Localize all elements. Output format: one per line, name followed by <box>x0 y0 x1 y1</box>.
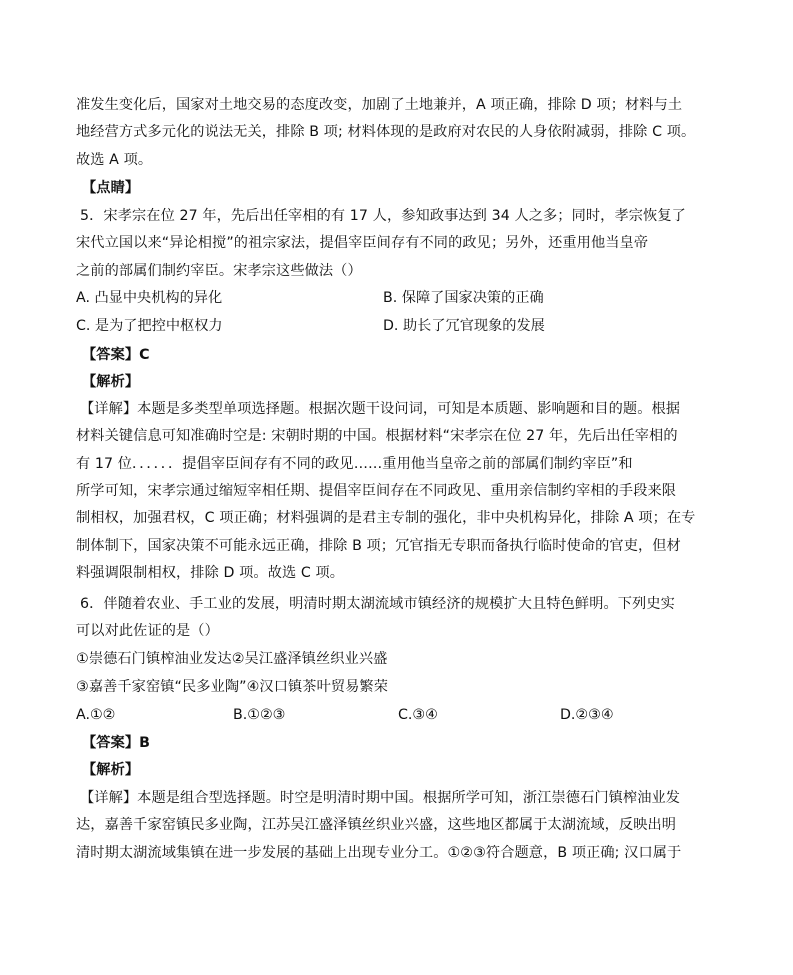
text-line: 准发生变化后，国家对土地交易的态度改变，加剧了土地兼并，A 项正确，排除 D 项；材料与土 <box>76 97 683 113</box>
question-5-stem: 5．宋孝宗在位 27 年，先后出任宰相的有 17 人，参知政事达到 34 人之多；同时，孝宗恢复了 <box>80 208 686 224</box>
q6-item-line: ①崇德石门镇榨油业发达②吴江盛泽镇丝织业兴盛 <box>76 651 388 667</box>
q6-detail-line: 清时期太湖流域集镇在进一步发展的基础上出现专业分工。①②③符合题意，B 项正确; 汉口属于 <box>76 845 682 861</box>
q6-option-b: B.①②③ <box>233 707 286 723</box>
section-label-dianjing: 【点睛】 <box>82 180 140 196</box>
question-5-stem: 之前的部属们制约宰臣。宋孝宗这些做法（） <box>76 263 362 279</box>
q5-option-d: D. 助长了冗官现象的发展 <box>383 318 545 334</box>
q6-answer: 【答案】B <box>82 735 151 751</box>
q5-detail-line: 所学可知，宋孝宗通过缩短宰相任期、提倡宰臣间存在不同政见、重用亲信制约宰相的手段来限 <box>76 483 677 499</box>
q5-detail-line: 料强调限制相权，排除 D 项。故选 C 项。 <box>76 565 345 581</box>
q5-detail-line: 制体制下，国家决策不可能永远正确，排除 B 项；冗官指无专职而备执行临时使命的官吏，但材 <box>76 538 681 554</box>
q5-detail-line: 制相权，加强君权，C 项正确；材料强调的是君主专制的强化，非中央机构异化，排除 A 项；在专 <box>76 510 696 526</box>
q5-option-b: B. 保障了国家决策的正确 <box>383 290 544 306</box>
question-6-stem: 可以对此佐证的是（） <box>76 623 219 639</box>
text-line: 故选 A 项。 <box>76 152 153 168</box>
q6-detail-line: 达，嘉善千家窑镇民多业陶，江苏吴江盛泽镇丝织业兴盛，这些地区都属于太湖流域，反映出明 <box>76 817 677 833</box>
q5-detail-line: 材料关键信息可知准确时空是: 宋朝时期的中国。根据材料“宋孝宗在位 27 年，先后出任宰相的 <box>76 428 678 444</box>
q6-analysis-label: 【解析】 <box>82 762 140 778</box>
q6-item-line: ③嘉善千家窑镇“民多业陶”④汉口镇茶叶贸易繁荣 <box>76 679 389 695</box>
q5-option-a: A. 凸显中央机构的异化 <box>76 290 223 306</box>
q5-analysis-label: 【解析】 <box>82 374 140 390</box>
question-5-stem: 宋代立国以来“异论相搅”的祖宗家法，提倡宰臣间存有不同的政见；另外，还重用他当皇帝 <box>76 235 649 251</box>
q5-detail-line: 【详解】本题是多类型单项选择题。根据次题干设问词，可知是本质题、影响题和目的题。根据 <box>80 401 681 417</box>
q5-option-c: C. 是为了把控中枢权力 <box>76 318 223 334</box>
q5-answer: 【答案】C <box>82 347 150 363</box>
question-6-stem: 6．伴随着农业、手工业的发展，明清时期太湖流域市镇经济的规模扩大且特色鲜明。下列史实 <box>80 596 675 612</box>
q6-detail-line: 【详解】本题是组合型选择题。时空是明清时期中国。根据所学可知，浙江崇德石门镇榨油业发 <box>80 790 681 806</box>
text-line: 地经营方式多元化的说法无关，排除 B 项; 材料体现的是政府对农民的人身依附减弱，排除 C 项。 <box>76 124 696 140</box>
q5-detail-line: 有 17 位．．．．．．提倡宰臣间存有不同的政见……重用他当皇帝之前的部属们制约宰臣”和 <box>76 456 633 472</box>
q6-option-c: C.③④ <box>398 707 438 723</box>
q6-option-d: D.②③④ <box>560 707 614 723</box>
q6-option-a: A.①② <box>76 707 116 723</box>
